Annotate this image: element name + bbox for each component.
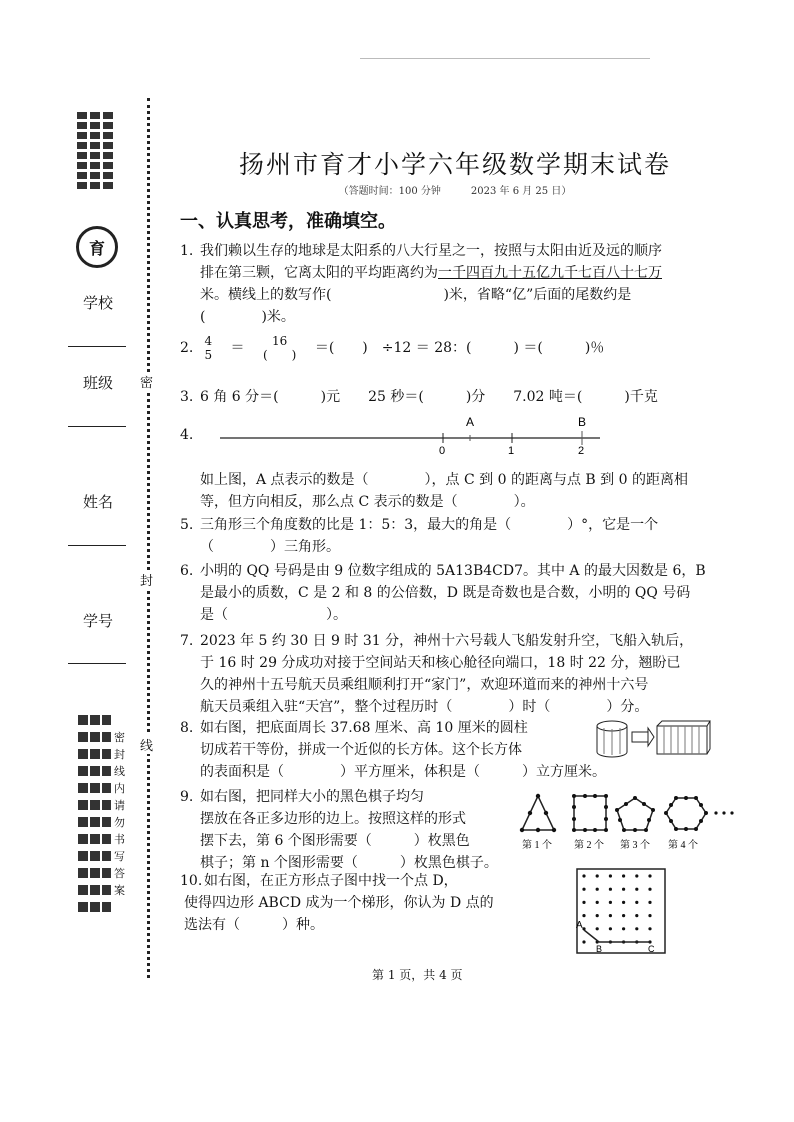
question-5 [180,514,658,558]
question-4-text [200,469,688,513]
grid-dot [582,940,585,943]
grid-dot [596,927,599,930]
grid-dot [609,888,612,891]
grid-dot [582,901,585,904]
warning-char: 请 [114,798,125,812]
grid-dot [635,874,638,877]
warning-char: 封 [114,747,125,761]
figure-caption-2: 第 2 个 [574,840,604,851]
triangle-figure [522,796,554,830]
q8-line2: 切成若干等份，拼成一个近似的长方体。这个长方体 [200,742,522,758]
grid-dot [622,914,625,917]
q5-line1: 三角形三个角度数的比是 1：5：3，最大的角是（ ）°，它是一个 [200,517,659,533]
binding-warning-column [78,711,125,915]
grid-dot [622,874,625,877]
q1-underlined-number: 一千四百九十五亿九千七百八十七万 [438,265,662,281]
seal-char-mi: 密 [140,372,153,391]
fraction-16-blank [263,334,296,362]
warning-char: 线 [114,764,125,778]
q3-text: 6 角 6 分＝( )元 25 秒＝( )分 7.02 吨＝( )千克 [200,389,658,405]
question-8 [180,717,606,783]
grid-dot [596,888,599,891]
q1-line1: 我们赖以生存的地球是太阳系的八大行星之一，按照与太阳由近及远的顺序 [200,243,662,259]
question-number: 8. [180,720,194,736]
warning-char: 书 [114,832,125,846]
section-heading: 一、认真思考，准确填空。 [180,211,396,232]
question-7 [180,630,693,718]
grid-dot [622,888,625,891]
binding-pattern-top [77,112,113,189]
square-figure [574,796,606,830]
binding-dotted-line [147,98,150,978]
q6-line2: 是最小的质数，C 是 2 和 8 的公倍数，D 既是奇数也是合数，小明的 QQ 号码 [200,585,691,601]
q8-line1: 如右图，把底面周长 37.68 厘米、高 10 厘米的圆柱 [200,720,528,736]
question-10 [180,870,494,936]
q10-line2: 使得四边形 ABCD 成为一个梯形，你认为 D 点的 [184,895,494,911]
exam-subtitle: （答题时间：100 分钟 2023 年 6 月 25 日） [338,186,572,197]
equals-sign: ＝ [230,340,245,356]
q6-line3: 是（ ）。 [200,607,347,623]
fraction-4-5 [204,334,212,362]
dot-grid-frame [577,869,665,953]
q1-line2a: 排在第三颗，它离太阳的平均距离约为 [200,265,438,281]
seal-char-feng: 封 [140,570,153,589]
grid-dot [622,927,625,930]
fraction-denominator: ( ) [263,348,297,362]
grid-dot [635,914,638,917]
tick-label-2: 2 [578,445,585,455]
arrow-icon [632,732,648,742]
q1-line4: ( )米。 [200,309,295,325]
grid-dot [609,927,612,930]
grid-dot [582,927,585,930]
q9-line1: 如右图，把同样大小的黑色棋子均匀 [200,789,424,805]
q4-line1: 如上图，A 点表示的数是（ ），点 C 到 0 的距离与点 B 到 0 的距离相 [200,472,688,488]
grid-dot [609,914,612,917]
label-a: A [466,415,475,429]
question-number: 9. [180,789,194,805]
grid-dot [609,874,612,877]
grid-dot [596,901,599,904]
class-label: 班级 [82,374,113,392]
fraction-numerator: 16 [272,334,288,348]
question-number: 2. [180,340,194,356]
grid-dot [596,874,599,877]
question-1 [180,240,662,328]
seal-char-xian: 线 [140,735,153,754]
question-number: 5. [180,517,194,533]
figure-caption-1: 第 1 个 [522,840,552,851]
grid-dot [648,914,651,917]
label-b: B [596,944,603,954]
page-title: 扬州市育才小学六年级数学期末试卷 [238,150,671,179]
question-2 [180,334,604,362]
question-3 [180,386,658,408]
warning-char: 勿 [114,815,125,829]
label-a: A [576,920,583,931]
tick-label-1: 1 [508,445,515,455]
question-number: 7. [180,633,194,649]
grid-dot [596,914,599,917]
label-b: B [578,415,587,429]
dot-grid-diagram [574,866,668,958]
question-number: 1. [180,243,194,259]
question-4-number: 4. [180,427,194,443]
grid-dot [648,901,651,904]
figure-caption-3: 第 3 个 [620,840,650,851]
grid-dot [582,874,585,877]
school-logo-icon: 育 [76,226,118,268]
school-label: 学校 [82,294,113,312]
q9-line4: 棋子；第 n 个图形需要（ ）枚黑色棋子。 [200,855,498,871]
question-number: 10. [180,873,203,889]
q4-line2: 等，但方向相反，那么点 C 表示的数是（ ）。 [200,494,535,510]
q7-line1: 2023 年 5 约 30 日 9 时 31 分，神州十六号载人飞船发射升空，飞船入轨后， [200,633,694,649]
grid-dot [622,901,625,904]
school-fill-line [68,346,126,347]
student-number-fill-line [68,663,126,664]
warning-char: 内 [114,781,125,795]
q7-line3: 久的神州十五号航天员乘组顺利打开“家门”，欢迎环道而来的神州十六号 [200,677,649,693]
figure-caption-4: 第 4 个 [668,840,698,851]
grid-dot [635,888,638,891]
q10-line1: 如右图，在正方形点子图中找一个点 D， [204,873,458,889]
q8-line3: 的表面积是（ ）平方厘米，体积是（ ）立方厘米。 [200,764,606,780]
page-footer: 第 1 页，共 4 页 [372,968,463,982]
grid-dot [582,914,585,917]
student-number-label: 学号 [82,612,113,630]
grid-dot [635,927,638,930]
q6-line1: 小明的 QQ 号码是由 9 位数字组成的 5A13B4CD7。其中 A 的最大因数是 6，B [200,563,706,579]
q5-line2: （ ）三角形。 [200,539,340,555]
grid-dot [648,927,651,930]
grid-dot [609,901,612,904]
tick-label-0: 0 [439,445,446,455]
warning-char: 密 [114,730,125,744]
q9-line3: 摆下去，第 6 个图形需要（ ）枚黑色 [200,833,470,849]
hexagon-figure [666,798,706,829]
name-fill-line [68,545,126,546]
pentagon-figure [617,798,653,830]
warning-char: 案 [114,883,125,897]
q7-line4: 航天员乘组入驻“天宫”，整个过程历时（ ）时（ ）分。 [200,699,649,715]
q1-line3: 米。横线上的数写作( )米，省略“亿”后面的尾数约是 [200,287,632,303]
polygon-pattern-diagram [516,790,740,852]
q2-rest: ＝( ) ÷12 ＝ 28：( ) ＝( )％ [314,340,605,356]
question-6 [180,560,706,626]
segment-ab [584,930,599,942]
question-number: 6. [180,563,194,579]
grid-dot [582,888,585,891]
warning-char: 答 [114,866,125,880]
fraction-numerator: 4 [204,334,213,348]
class-fill-line [68,426,126,427]
grid-dot [648,874,651,877]
top-scan-line [360,58,650,59]
q9-line2: 摆放在各正多边形的边上。按照这样的形式 [200,811,466,827]
warning-char: 写 [114,849,125,863]
question-number: 3. [180,389,194,405]
label-c: C [648,944,655,954]
grid-dot [635,901,638,904]
name-label: 姓名 [82,493,113,511]
number-line-diagram [215,410,605,455]
grid-dot [648,888,651,891]
q10-line3: 选法有（ ）种。 [184,917,324,933]
fraction-denominator: 5 [204,348,213,362]
question-9 [180,786,498,874]
cylinder-to-cuboid-diagram [594,716,712,762]
q7-line2: 于 16 时 29 分成功对接于空间站天和核心舱径向端口，18 时 22 分，翘盼已 [200,655,681,671]
